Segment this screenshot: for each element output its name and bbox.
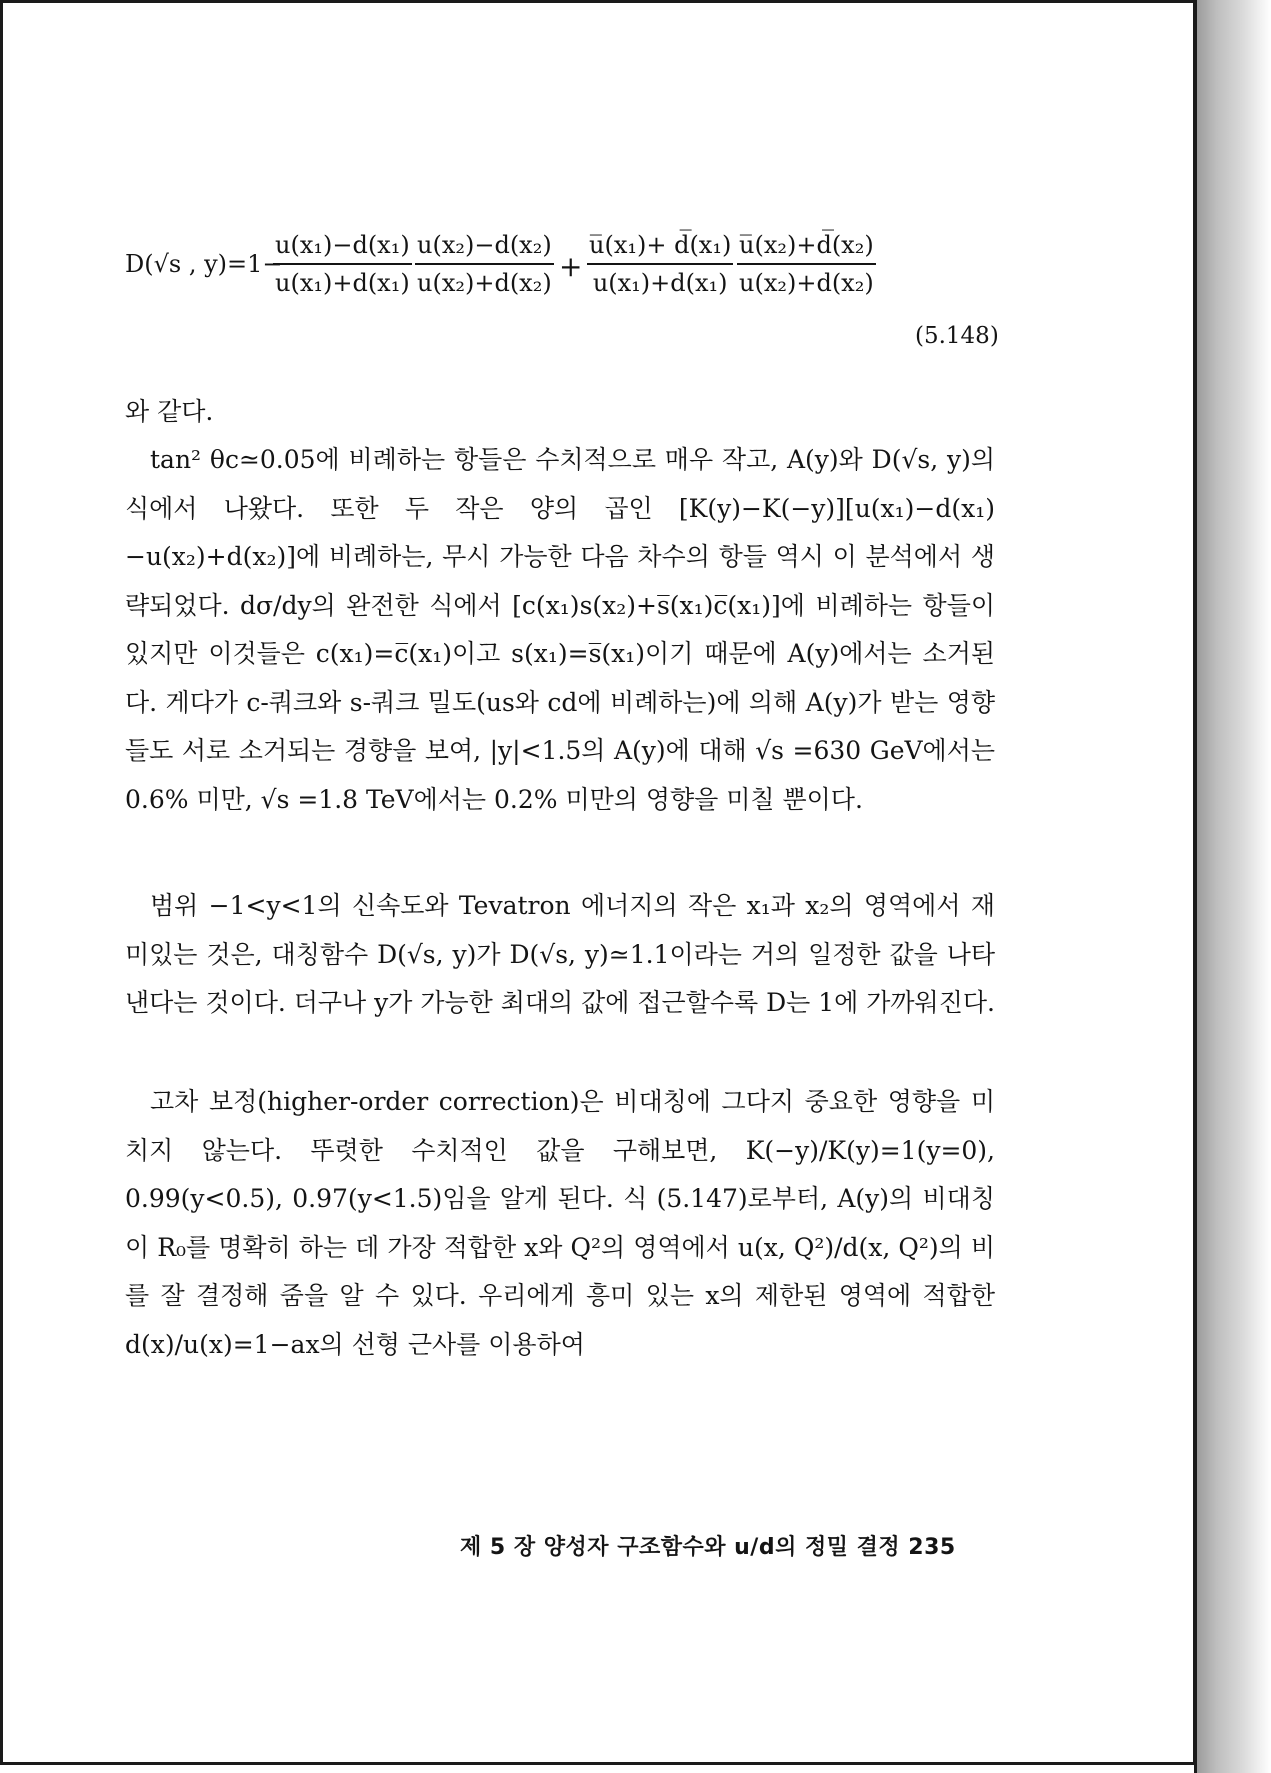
page-edge-line [1194, 0, 1197, 1773]
equation-lhs: D(√s , y)=1− [125, 250, 283, 278]
paragraph-3: 범위 −1<y<1의 신속도와 Tevatron 에너지의 작은 x₁과 x₂의 영역에서 재미있는 것은, 대칭함수 D(√s, y)가 D(√s, y)≃1.1이라는 거의 일정한 값을 나타낸다는 것이다. 더구나 y가 가능한 최대의 값에 접근할수록 D는 1에 가까워진다. [125, 891, 995, 1017]
fraction-2-numerator: u(x₂)−d(x₂) [415, 231, 554, 265]
fraction-1 [273, 231, 412, 297]
fraction-4-numerator: u̅(x₂)+d̅(x₂) [737, 231, 876, 265]
fraction-3-denominator: u(x₁)+d(x₁) [592, 269, 728, 297]
fraction-4 [737, 231, 876, 297]
paragraph-4: 고차 보정(higher-order correction)은 비대칭에 그다지 중요한 영향을 미치지 않는다. 뚜렷한 수치적인 값을 구해보면, K(−y)/K(y)=1(y=0), 0.99(y<0.5), 0.97(y<1.5)임을 알게 된다. 식 (5.147)로부터, A(y)의 비대칭이 R₀를 명확히 하는 데 가장 적합한 x와 Q²의 영역에서 u(x, Q²)/d(x, Q²)의 비를 잘 결정해 줌을 알 수 있다. 우리에게 흥미 있는 x의 제한된 영역에 적합한 d(x)/u(x)=1−ax의 선형 근사를 이용하여 [125, 1087, 995, 1359]
fraction-2 [415, 231, 554, 297]
equation-5-148 [125, 228, 995, 308]
fraction-2-denominator: u(x₂)+d(x₂) [417, 269, 552, 297]
fraction-1-numerator: u(x₁)−d(x₁) [273, 231, 412, 265]
paragraph-2: tan² θc≃0.05에 비례하는 항들은 수치적으로 매우 작고, A(y)와 D(√s, y)의 식에서 나왔다. 또한 두 작은 양의 곱인 [K(y)−K(−y)][u(x₁)−d(x₁)−u(x₂)+d(x₂)]에 비례하는, 무시 가능한 다음 차수의 항들 역시 이 분석에서 생략되었다. dσ/dy의 완전한 식에서 [c(x₁)s(x₂)+s̅(x₁)c̅(x₁)]에 비례하는 항들이 있지만 이것들은 c(x₁)=c̅(x₁)이고 s(x₁)=s̅(x₁)이기 때문에 A(y)에서는 소거된다. 게다가 c-쿼크와 s-쿼크 밀도(us와 cd에 비례하는)에 의해 A(y)가 받는 영향들도 서로 소거되는 경향을 보여, |y|<1.5의 A(y)에 대해 √s =630 GeV에서는 0.6% 미만, √s =1.8 TeV에서는 0.2% 미만의 영향을 미칠 뿐이다. [125, 445, 995, 814]
page-edge-shadow [1196, 0, 1271, 1773]
running-footer: 제 5 장 양성자 구조함수와 u/d의 정밀 결정 235 [460, 1535, 956, 1560]
paragraph-1: 와 같다. [125, 397, 214, 426]
fraction-4-denominator: u(x₂)+d(x₂) [739, 269, 874, 297]
fraction-3-numerator: u̅(x₁)+ d̅(x₁) [587, 231, 733, 265]
equation-number: (5.148) [915, 323, 999, 349]
plus-sign: + [559, 250, 583, 283]
fraction-1-denominator: u(x₁)+d(x₁) [275, 269, 410, 297]
fraction-3 [587, 231, 733, 297]
